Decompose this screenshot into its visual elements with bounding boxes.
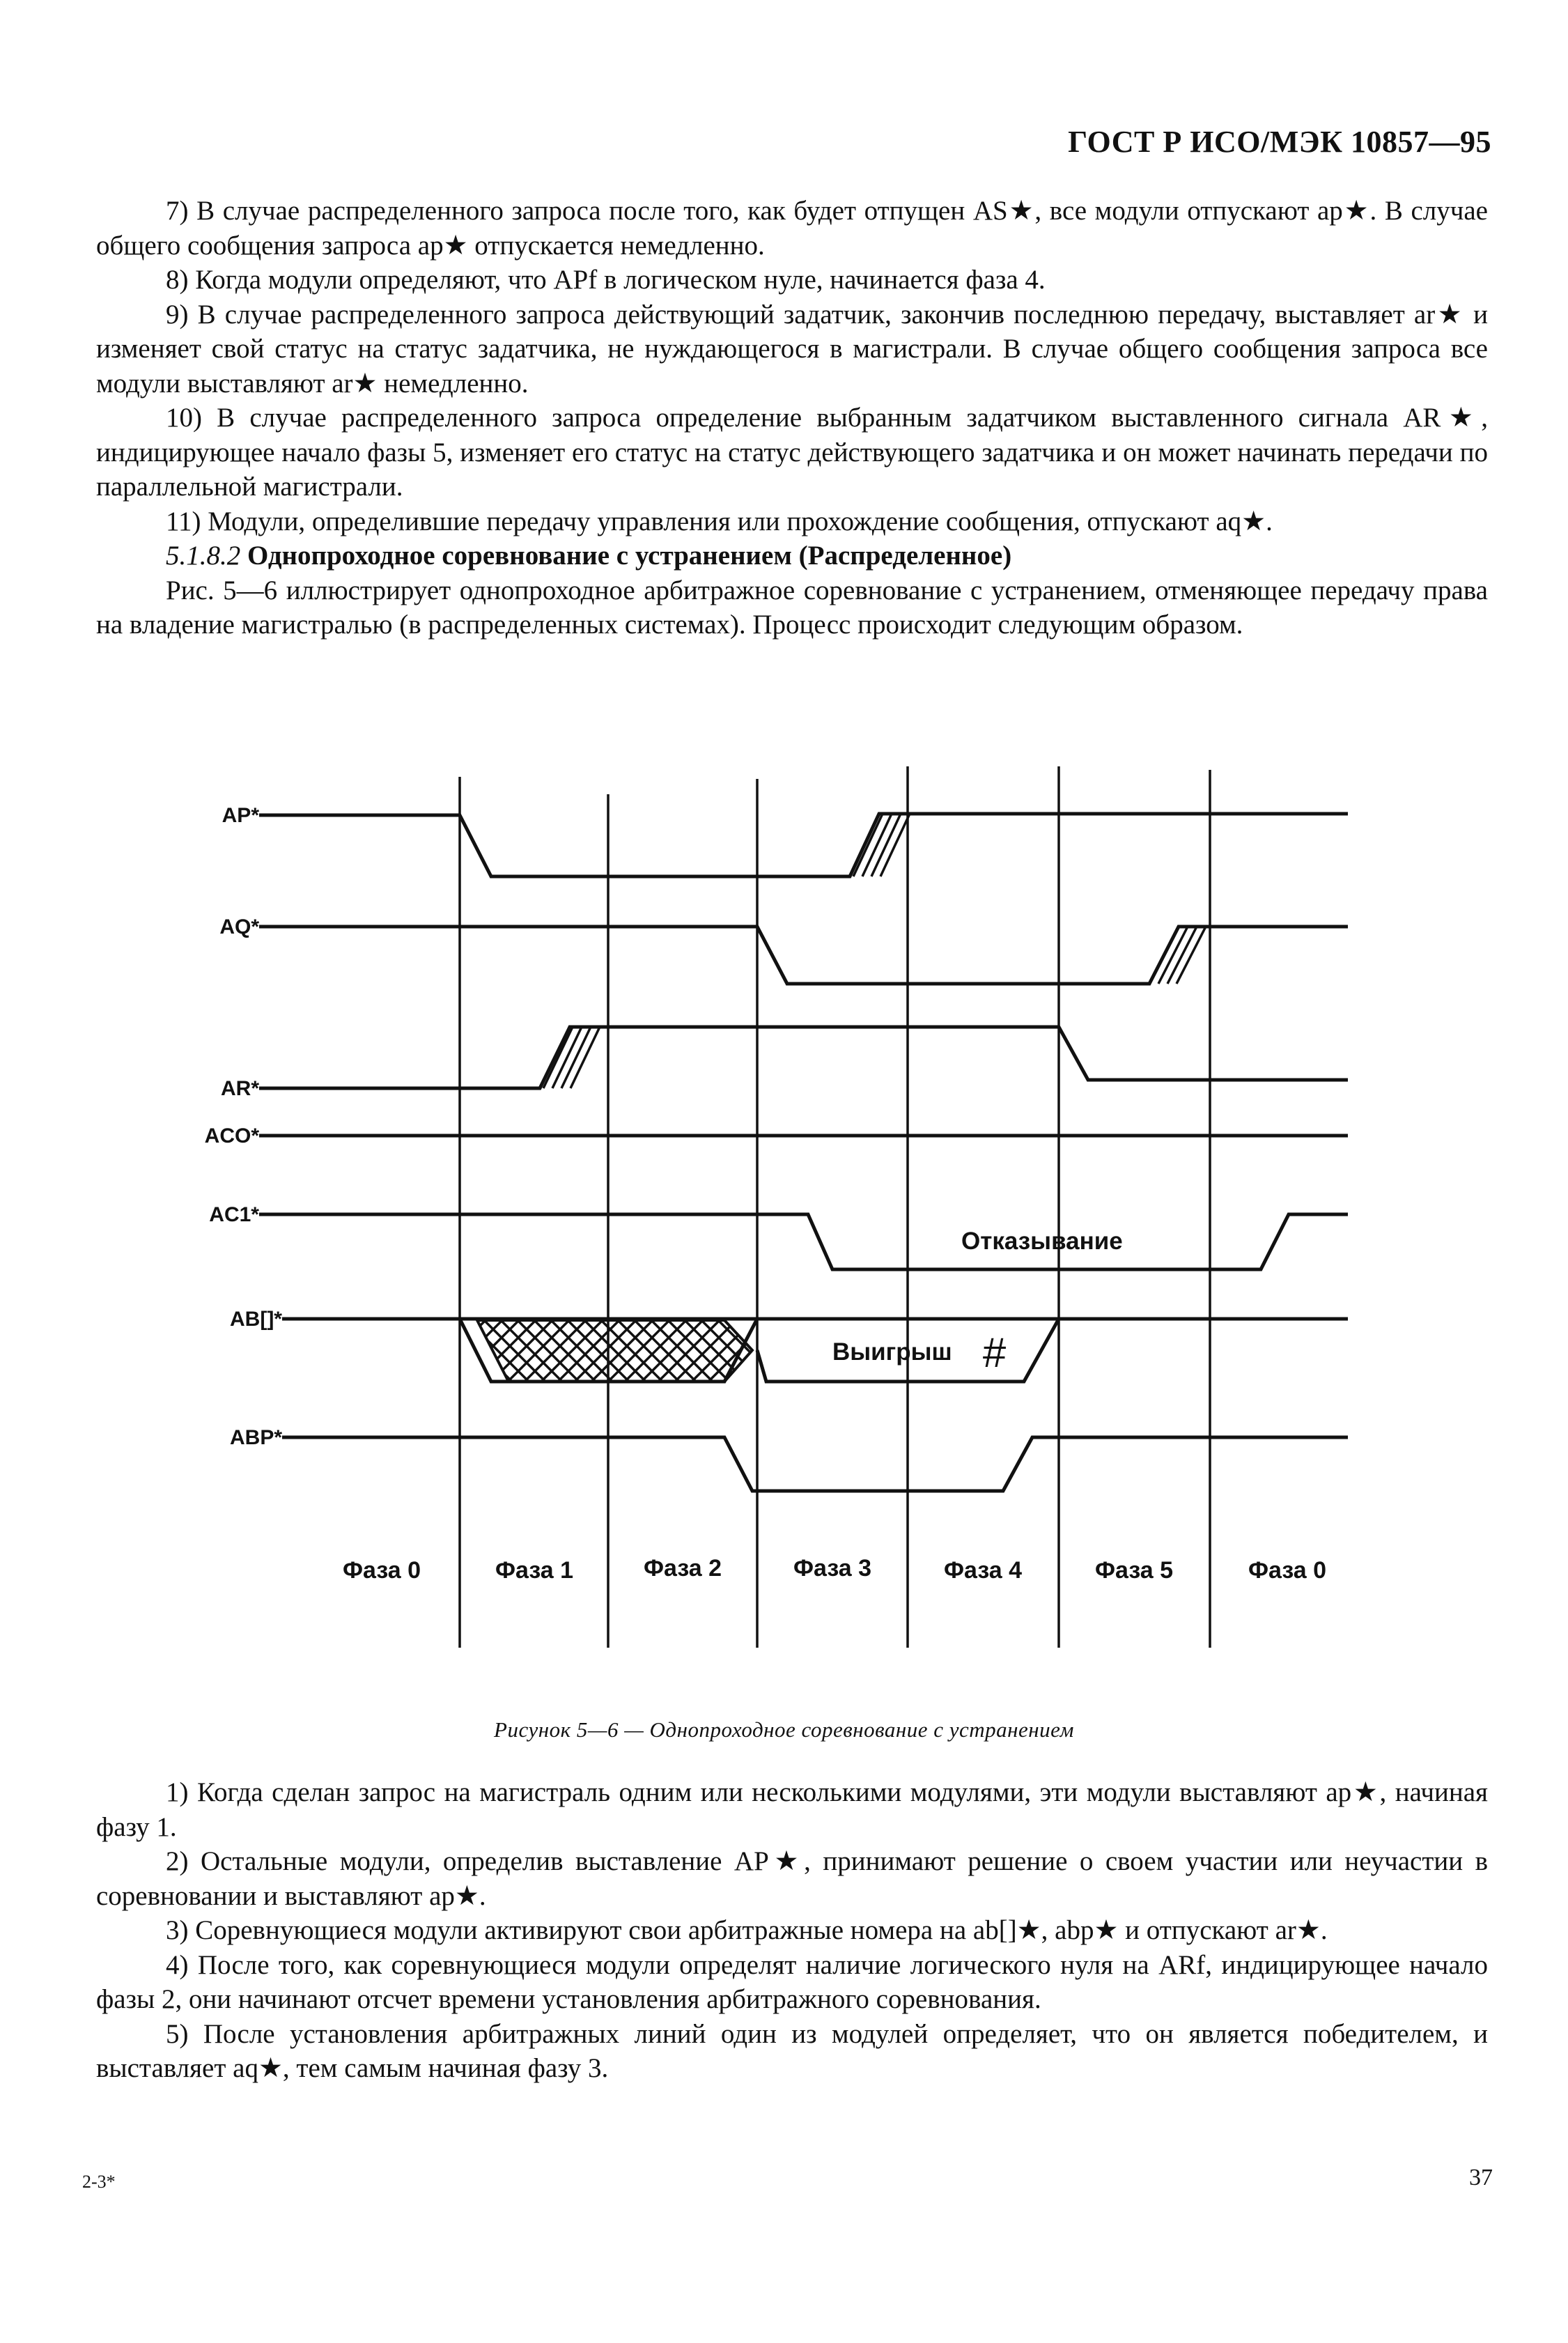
ap-signal-trace [259,814,1348,876]
paragraph: 8) Когда модули определяют, что APf в логическом нуле, начинается фаза 4. [166,265,1046,295]
phase-label: Фаза 0 [342,1557,421,1584]
annotation-fail: Отказывание [961,1228,1123,1255]
paragraph: 9) В случае распределенного запроса действующий задатчик, закончив последнюю передачу, выставляет ar★ и изменяет свой статус на статус задатчика, не нуждающегося в магистрали. В случае общего сообщения запроса все модули выставляют ar★ немедленно. [96,299,1488,399]
phase-label: Фаза 1 [495,1557,574,1584]
paragraph: 1) Когда сделан запрос на магистраль одним или несколькими модулями, эти модули выставляют ap★, начиная фазу 1. [96,1777,1488,1842]
phase-label: Фаза 5 [1094,1557,1174,1584]
bottom-text-block [96,1775,1488,2086]
paragraph: 4) После того, как соревнующиеся модули определят наличие логического нуля на ARf, индицирующее начало фазы 2, они начинают отсчет времени установления арбитражного соревнования. [96,1949,1488,2014]
paragraph: 7) В случае распределенного запроса после того, как будет отпущен AS★, все модули отпускают ap★. В случае общего сообщения запроса ap★ отпускается немедленно. [96,196,1488,261]
signal-label-ac1: AC1* [209,1203,259,1226]
signal-label-ar: AR* [220,1077,259,1100]
paragraph: 5) После установления арбитражных линий один из модулей определяет, что он является победителем, и выставляет aq★, тем самым начиная фазу 3. [96,2018,1488,2083]
phase-label: Фаза 2 [643,1555,722,1582]
section-title: Однопроходное соревнование с устранением (Распределенное) [247,541,1012,571]
paragraph: 2) Остальные модули, определив выставление AP★, принимают решение о своем участии или неучастии в соревновании и выставляют ap★. [96,1846,1488,1911]
paragraph: Рис. 5—6 иллюстрирует однопроходное арбитражное соревнование с устранением, отменяющее передачу права на владение магистралью (в распределенных системах). Процесс происходит следующим образом. [96,575,1488,640]
figure-caption: Рисунок 5—6 — Однопроходное соревнование с устранением [494,1717,1074,1742]
phase-boundaries [460,766,1210,1648]
paragraph: 10) В случае распределенного запроса определение выбранным задатчиком выставленного сигнала AR★, индицирующее начало фазы 5, изменяет его статус на статус действующего задатчика и он может начинать передачи по параллельной магистрали. [96,403,1488,502]
page-number: 37 [1469,2165,1493,2190]
ab-arbitration-hatch [477,1320,752,1382]
abp-signal-trace [282,1437,1348,1491]
phase-label: Фаза 0 [1248,1557,1327,1584]
aq-release-hatch [1149,927,1206,984]
signal-label-ap: AP* [222,804,259,827]
paragraph: 3) Соревнующиеся модули активируют свои арбитражные номера на ab[]★, abp★ и отпускают ar★. [166,1915,1328,1945]
hash-symbol: # [982,1329,1006,1376]
document-header: ГОСТ Р ИСО/МЭК 10857—95 [1068,125,1491,159]
paragraph: 11) Модули, определившие передачу управления или прохождение сообщения, отпускают aq★. [166,506,1273,536]
signal-label-aco: ACO* [204,1124,259,1147]
section-number: 5.1.8.2 [166,541,241,571]
signal-label-aq: AQ* [219,915,259,938]
footer-signature-mark: 2-3* [82,2172,116,2192]
ar-signal-trace [259,1027,1348,1088]
phase-label: Фаза 3 [793,1555,872,1582]
ap-release-hatch [853,814,910,876]
signal-label-abp: ABP* [229,1426,282,1449]
signal-label-ab: AB[]* [230,1308,282,1331]
ab-signal-trace [282,1319,1348,1382]
ar-release-hatch [543,1027,600,1088]
phase-label: Фаза 4 [943,1557,1023,1584]
ac1-signal-trace [259,1214,1348,1269]
annotation-win: Выигрыш [832,1338,952,1366]
